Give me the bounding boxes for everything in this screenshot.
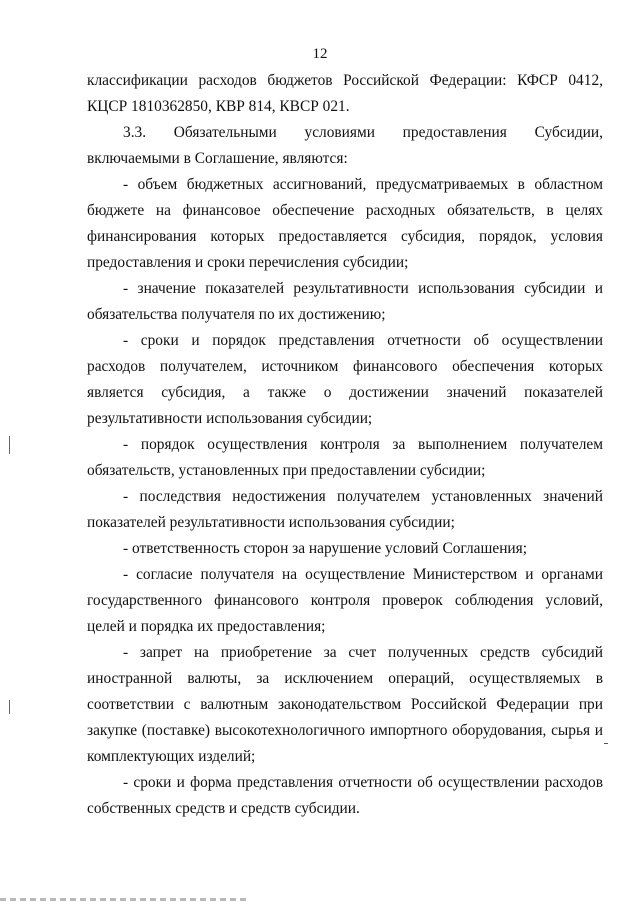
scan-artifact-right bbox=[604, 743, 608, 744]
list-item-currency-prohibition: - запрет на приобретение за счет полученных средств субсидий иностранной валюты, за исключением операций, осуществляемых в соответствии с валютным законодательством Российской Федерации при закупке (поставке) высокотехнологичного импортного оборудования, сырья и комплектующих изделий; bbox=[87, 644, 603, 765]
paragraph-clause-3-3: 3.3. Обязательными условиями предоставления Субсидии, включаемыми в Соглашение, являются: bbox=[87, 124, 603, 167]
list-item-budget-allocations: - объем бюджетных ассигнований, предусматриваемых в областном бюджете на финансовое обеспечение расходных обязательств, в целях финансирования которых предоставляется субсидия, порядок, условия предоставления и сроки перечисления субсидии; bbox=[87, 176, 603, 271]
list-item-consent-to-audit: - согласие получателя на осуществление Министерством и органами государственного финансового контроля проверок соблюдения условий, целей и порядка их предоставления; bbox=[87, 566, 603, 635]
list-item-responsibility: - ответственность сторон за нарушение условий Соглашения; bbox=[123, 540, 528, 557]
list-item-reporting-form: - сроки и форма представления отчетности об осуществлении расходов собственных средств и средств субсидии. bbox=[87, 774, 603, 817]
list-item-control-procedure: - порядок осуществления контроля за выполнением получателем обязательств, установленных при предоставлении субсидии; bbox=[87, 436, 603, 479]
list-item-consequences: - последствия недостижения получателем установленных значений показателей результативности использования субсидии; bbox=[87, 488, 603, 531]
scan-artifact-bottom bbox=[0, 898, 250, 901]
scan-artifact-left-upper bbox=[9, 436, 10, 454]
document-body bbox=[87, 68, 603, 822]
list-item-reporting-terms: - сроки и порядок представления отчетности об осуществлении расходов получателем, источником финансового обеспечения которых является субсидия, а также о достижении значений показателей результативности использования субсидии; bbox=[87, 332, 603, 427]
paragraph-continuation: классификации расходов бюджетов Российской Федерации: КФСР 0412, КЦСР 1810362850, КВР 814, КВСР 021. bbox=[87, 72, 603, 115]
list-item-performance-indicators: - значение показателей результативности использования субсидии и обязательства получателя по их достижению; bbox=[87, 280, 603, 323]
scan-artifact-left-lower bbox=[9, 700, 10, 714]
page-number: 12 bbox=[312, 46, 328, 62]
